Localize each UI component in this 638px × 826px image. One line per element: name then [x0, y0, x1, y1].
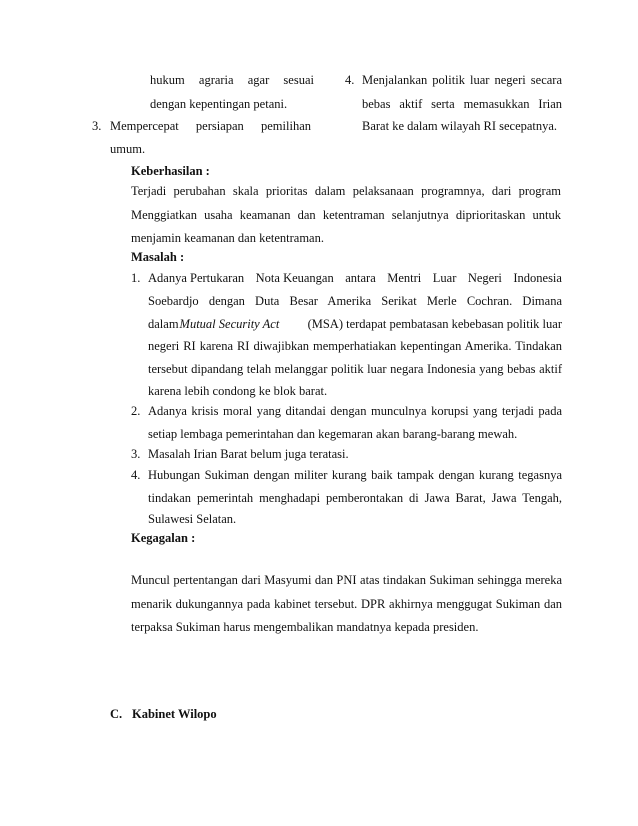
left-item-number: 3. — [92, 119, 102, 133]
masalah-item-4-line-2: tindakan pemerintah menghadapi pemberontakan di Jawa Barat, Jawa Tengah, — [148, 491, 562, 505]
masalah-item-1-line-1 — [148, 270, 562, 286]
masalah-item-number: 2. — [131, 404, 141, 418]
word: Mentri — [387, 271, 422, 285]
keberhasilan-line-1: Terjadi perubahan skala prioritas dalam pelaksanaan programnya, dari program — [131, 184, 561, 198]
masalah-item-2-line-1: Adanya krisis moral yang ditandai dengan munculnya korupsi yang terjadi pada — [148, 404, 562, 418]
line-text — [148, 316, 279, 332]
section-c-label: C. — [110, 707, 123, 721]
word: Mempercepat — [110, 119, 179, 133]
word: hukum — [150, 73, 185, 87]
masalah-item-1-line-5: tersebut dipandang telah melanggar politik luar negara Indonesia yang bebas aktif — [148, 362, 562, 376]
masalah-item-1-line-2: Soebardjo dengan Duta Besar Amerika Serikat Merle Cochran. Dimana — [148, 294, 562, 308]
right-col-line-1: Menjalankan politik luar negeri secara — [362, 73, 562, 87]
italic-term: Mutual Security Act — [179, 317, 280, 331]
keberhasilan-line-3: menjamin keamanan dan ketentraman. — [131, 231, 324, 245]
word: agar — [247, 73, 270, 87]
kegagalan-line-3: terpaksa Sukiman harus mengembalikan mandatnya kepada presiden. — [131, 620, 479, 634]
section-c-title: Kabinet Wilopo — [132, 707, 217, 721]
word: Luar — [432, 271, 457, 285]
word: antara — [345, 271, 376, 285]
masalah-item-number: 1. — [131, 271, 141, 285]
line-rest: (MSA) terdapat pembatasan kebebasan politik luar — [307, 317, 562, 331]
left-col-line-3 — [110, 118, 311, 134]
masalah-item-2-line-2: setiap lembaga pemerintahan dan kegemaran akan barang-barang mewah. — [148, 427, 518, 441]
masalah-item-4-line-3: Sulawesi Selatan. — [148, 512, 237, 526]
word: agraria — [198, 73, 234, 87]
right-col-line-3: Barat ke dalam wilayah RI secepatnya. — [362, 119, 558, 133]
masalah-item-1-line-6: karena lebih condong ke blok barat. — [148, 384, 328, 398]
masalah-item-4-line-1: Hubungan Sukiman dengan militer kurang baik tampak dengan kurang tegasnya — [148, 468, 562, 482]
word: pemilihan — [261, 119, 311, 133]
masalah-item-1-line-3 — [148, 316, 562, 332]
word: persiapan — [195, 119, 244, 133]
word: Negeri — [467, 271, 502, 285]
masalah-heading: Masalah : — [131, 250, 185, 264]
right-col-line-2: bebas aktif serta memasukkan Irian — [362, 97, 562, 111]
word: Indonesia — [513, 271, 562, 285]
kegagalan-line-1: Muncul pertentangan dari Masyumi dan PNI atas tindakan Sukiman sehingga mereka — [131, 573, 562, 587]
word: Nota Keuangan — [255, 271, 334, 285]
kegagalan-line-2: menarik dukungannya pada kabinet tersebut. DPR akhirnya menggugat Sukiman dan — [131, 597, 562, 611]
kegagalan-heading: Kegagalan : — [131, 531, 196, 545]
left-col-line-4: umum. — [110, 142, 146, 156]
keberhasilan-heading: Keberhasilan : — [131, 164, 210, 178]
masalah-item-1-line-4: negeri RI karena RI diwajibkan memperhatiakan kepentingan Amerika. Tindakan — [148, 339, 562, 353]
left-col-line-2: dengan kepentingan petani. — [150, 97, 288, 111]
keberhasilan-line-2: Menggiatkan usaha keamanan dan ketentraman selanjutnya diprioritaskan untuk — [131, 208, 561, 222]
right-item-number: 4. — [345, 73, 355, 87]
masalah-item-number: 3. — [131, 447, 141, 461]
word: Adanya Pertukaran — [148, 271, 245, 285]
word: dalam — [148, 317, 179, 331]
left-col-line-1 — [150, 72, 314, 88]
word: sesuai — [283, 73, 314, 87]
masalah-item-number: 4. — [131, 468, 141, 482]
masalah-item-3-line-1: Masalah Irian Barat belum juga teratasi. — [148, 447, 349, 461]
